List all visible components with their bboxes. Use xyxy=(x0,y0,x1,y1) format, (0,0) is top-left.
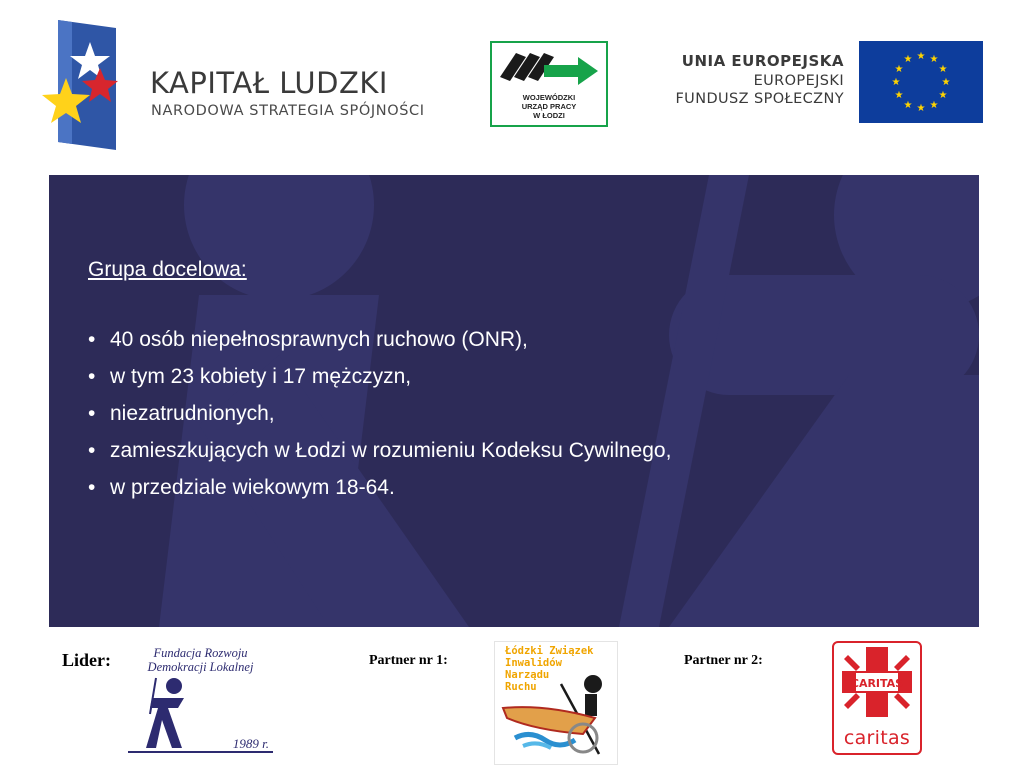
svg-text:★: ★ xyxy=(929,54,939,65)
content-panel xyxy=(49,175,979,627)
target-group-list xyxy=(88,321,671,506)
wup-arrow-icon xyxy=(492,43,606,91)
svg-text:★: ★ xyxy=(929,100,939,111)
svg-text:★: ★ xyxy=(903,100,913,111)
target-group-section xyxy=(88,258,671,506)
svg-text:★: ★ xyxy=(891,77,901,88)
svg-text:★: ★ xyxy=(916,103,926,114)
partner2-label: Partner nr 2: xyxy=(684,653,763,668)
wheelchair-kayak-icon xyxy=(495,642,617,764)
svg-text:★: ★ xyxy=(916,51,926,62)
walking-figure-icon xyxy=(138,674,198,754)
caritas-cross-icon xyxy=(834,643,920,725)
list-item: • w tym 23 kobiety i 17 mężczyzn, xyxy=(88,358,671,395)
list-item: • zamieszkujących w Łodzi w rozumieniu Kodeksu Cywilnego, xyxy=(88,432,671,469)
frdl-year: 1989 r. xyxy=(232,736,269,751)
svg-text:★: ★ xyxy=(938,90,948,101)
kapital-ludzki-subtitle: NARODOWA STRATEGIA SPÓJNOŚCI xyxy=(151,103,425,119)
list-item: • niezatrudnionych, xyxy=(88,395,671,432)
svg-text:★: ★ xyxy=(894,64,904,75)
wup-lodz-name: WOJEWÓDZKI URZĄD PRACY W ŁODZI xyxy=(521,93,577,120)
list-item: • w przedziale wiekowym 18-64. xyxy=(88,469,671,506)
svg-text:★: ★ xyxy=(894,90,904,101)
lzi-logo xyxy=(494,641,618,765)
partner1-label: Partner nr 1: xyxy=(369,653,448,668)
frdl-underline xyxy=(128,751,273,753)
lider-label: Lider: xyxy=(62,650,111,670)
kapital-ludzki-title: KAPITAŁ LUDZKI xyxy=(150,66,388,100)
svg-text:CARITAS: CARITAS xyxy=(850,677,904,690)
svg-text:★: ★ xyxy=(941,77,951,88)
svg-text:★: ★ xyxy=(903,54,913,65)
wup-lodz-logo xyxy=(490,41,608,127)
list-item: • 40 osób niepełnosprawnych ruchowo (ONR), xyxy=(88,321,671,358)
kapital-ludzki-flag-icon xyxy=(38,20,128,150)
eu-line-2: EUROPEJSKI xyxy=(753,73,844,89)
caritas-name: caritas xyxy=(843,727,911,749)
svg-text:★: ★ xyxy=(938,64,948,75)
frdl-logo xyxy=(128,646,273,756)
target-group-heading: Grupa docelowa: xyxy=(88,258,247,281)
caritas-logo xyxy=(832,641,922,755)
eu-fund-label xyxy=(675,52,844,107)
eu-flag-icon xyxy=(859,41,983,123)
lzi-name: Łódzki Związek Inwalidów Narządu Ruchu xyxy=(505,645,594,693)
frdl-name: Fundacja Rozwoju Demokracji Lokalnej xyxy=(147,646,254,674)
eu-line-3: FUNDUSZ SPOŁECZNY xyxy=(675,91,844,107)
kapital-ludzki-logo xyxy=(38,20,438,152)
eu-line-1: UNIA EUROPEJSKA xyxy=(681,52,844,70)
